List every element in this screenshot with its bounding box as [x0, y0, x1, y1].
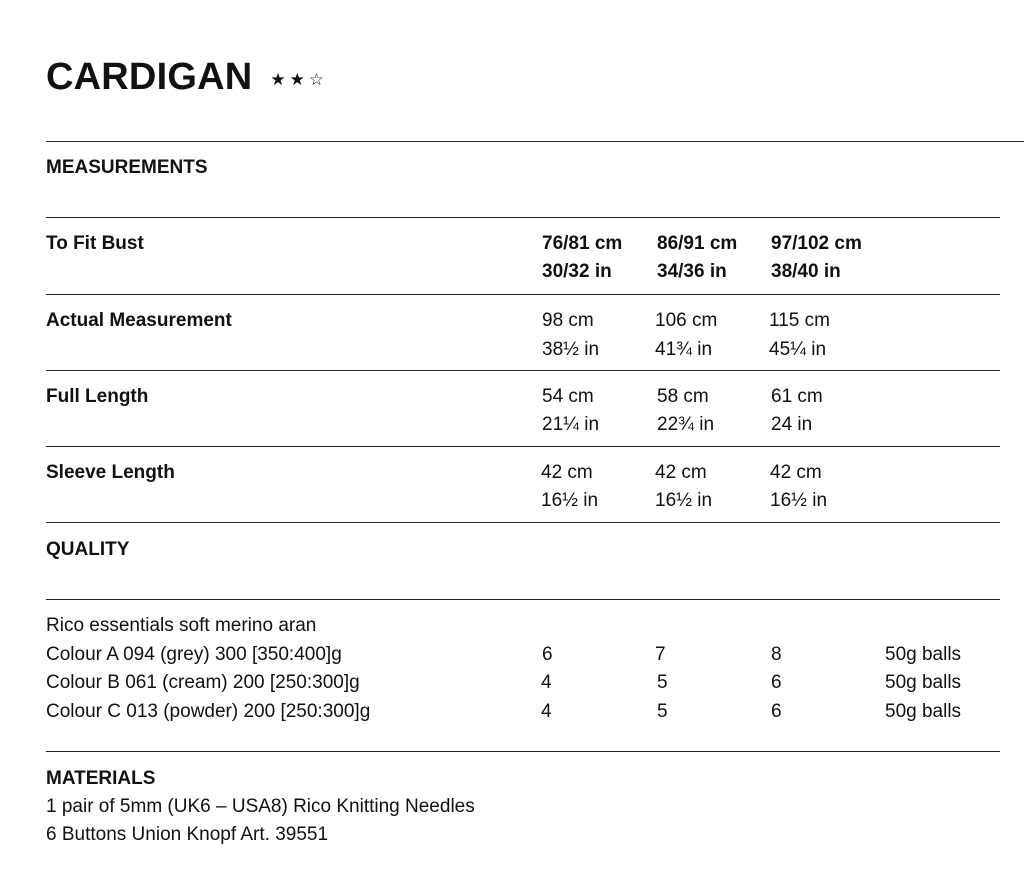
sleeve-length-cm: 42 cm	[655, 462, 707, 483]
colour-b-balls: 6	[771, 672, 782, 693]
sleeve-length-cm: 42 cm	[541, 462, 593, 483]
divider	[46, 141, 1024, 142]
sleeve-length-in: 16½ in	[770, 490, 828, 511]
actual-cm: 115 cm	[769, 310, 830, 331]
fit-bust-label: To Fit Bust	[46, 233, 144, 254]
colour-b-label: Colour B 061 (cream) 200 [250:300]g	[46, 672, 360, 693]
colour-c-label: Colour C 013 (powder) 200 [250:300]g	[46, 701, 371, 722]
colour-a-balls: 7	[655, 644, 666, 665]
divider	[46, 522, 1000, 523]
full-length-in: 24 in	[771, 414, 813, 435]
actual-in: 41¾ in	[655, 339, 713, 360]
materials-item: 6 Buttons Union Knopf Art. 39551	[46, 824, 329, 845]
star-empty-icon: ☆	[308, 70, 329, 89]
divider	[46, 217, 1000, 218]
title-block	[46, 56, 328, 99]
star-filled-icon: ★	[270, 70, 290, 89]
divider	[46, 599, 1000, 600]
actual-in: 38½ in	[542, 339, 600, 360]
colour-b-unit: 50g balls	[885, 672, 962, 693]
colour-c-balls: 5	[657, 701, 668, 722]
fit-bust-in: 30/32 in	[542, 261, 612, 282]
sleeve-length-in: 16½ in	[655, 490, 713, 511]
colour-a-unit: 50g balls	[885, 644, 962, 665]
full-length-in: 21¼ in	[542, 414, 600, 435]
fit-bust-cm: 86/91 cm	[657, 233, 738, 254]
page-title: CARDIGAN	[46, 56, 253, 98]
colour-a-balls: 8	[771, 644, 782, 665]
fit-bust-in: 38/40 in	[771, 261, 841, 282]
star-filled-icon: ★	[289, 70, 309, 89]
colour-b-balls: 5	[657, 672, 668, 693]
measurements-heading: MEASUREMENTS	[46, 157, 208, 178]
colour-a-label: Colour A 094 (grey) 300 [350:400]g	[46, 644, 342, 665]
fit-bust-in: 34/36 in	[657, 261, 727, 282]
sleeve-length-label: Sleeve Length	[46, 462, 175, 483]
full-length-cm: 54 cm	[542, 386, 594, 407]
full-length-cm: 58 cm	[657, 386, 709, 407]
difficulty-rating	[270, 70, 328, 90]
divider	[46, 446, 1000, 447]
divider	[46, 370, 1000, 371]
sleeve-length-in: 16½ in	[541, 490, 599, 511]
colour-c-balls: 6	[771, 701, 782, 722]
actual-cm: 98 cm	[542, 310, 594, 331]
quality-heading: QUALITY	[46, 539, 130, 560]
colour-b-balls: 4	[541, 672, 552, 693]
materials-item: 1 pair of 5mm (UK6 – USA8) Rico Knitting Needles	[46, 796, 475, 817]
divider	[46, 294, 1000, 295]
colour-c-unit: 50g balls	[885, 701, 962, 722]
divider	[46, 751, 1000, 752]
full-length-label: Full Length	[46, 386, 149, 407]
sleeve-length-cm: 42 cm	[770, 462, 822, 483]
materials-heading: MATERIALS	[46, 768, 156, 789]
actual-in: 45¼ in	[769, 339, 827, 360]
yarn-name: Rico essentials soft merino aran	[46, 615, 317, 636]
actual-label: Actual Measurement	[46, 310, 232, 331]
actual-cm: 106 cm	[655, 310, 718, 331]
full-length-cm: 61 cm	[771, 386, 823, 407]
full-length-in: 22¾ in	[657, 414, 715, 435]
fit-bust-cm: 97/102 cm	[771, 233, 862, 254]
colour-a-balls: 6	[542, 644, 553, 665]
fit-bust-cm: 76/81 cm	[542, 233, 623, 254]
colour-c-balls: 4	[541, 701, 552, 722]
